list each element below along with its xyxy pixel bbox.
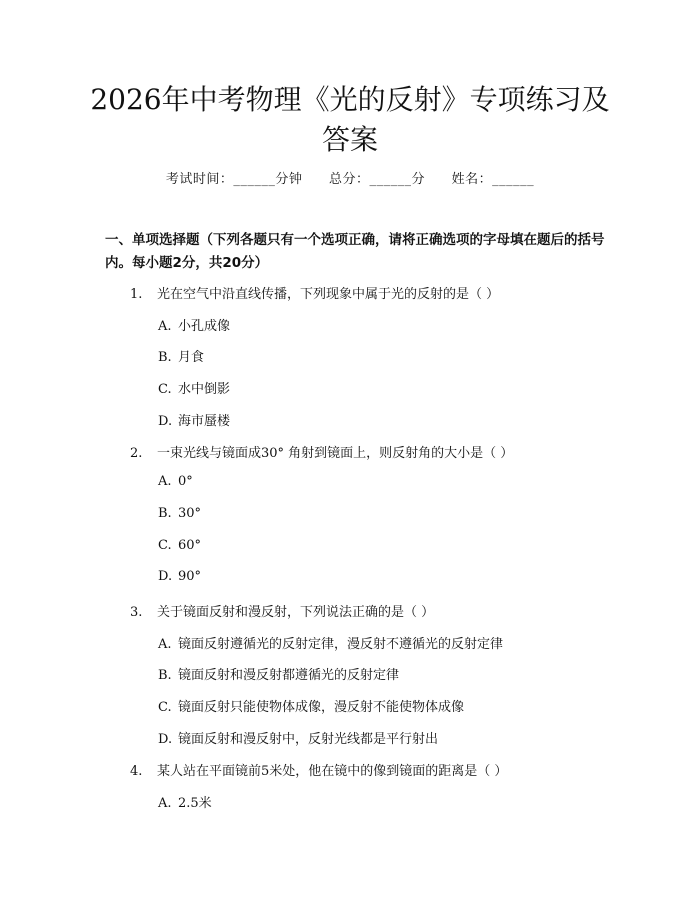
- option-text: 镜面反射遵循光的反射定律，漫反射不遵循光的反射定律: [178, 637, 504, 652]
- score-unit: 分: [411, 172, 426, 187]
- question-text: 光在空气中沿直线传播，下列现象中属于光的反射的是（ ）: [157, 287, 500, 302]
- option-text: 镜面反射只能使物体成像，漫反射不能使物体成像: [178, 700, 465, 715]
- question-3-option-a: [158, 633, 503, 652]
- time-blank: ______: [233, 172, 276, 187]
- question-2-option-c: [158, 538, 201, 553]
- time-unit: 分钟: [275, 172, 303, 187]
- question-number: 1.: [130, 287, 143, 302]
- question-text: 关于镜面反射和漫反射，下列说法正确的是（ ）: [157, 605, 435, 620]
- question-3-option-c: [158, 696, 464, 715]
- score-label: 总分：: [328, 172, 370, 187]
- question-1: [130, 283, 499, 302]
- time-label: 考试时间：: [165, 172, 234, 187]
- question-2-option-a: [158, 474, 193, 489]
- option-text: 月食: [178, 350, 205, 365]
- name-blank: ______: [492, 172, 535, 187]
- document-title: 2026年中考物理《光的反射》专项练习及答案: [90, 83, 610, 156]
- option-label: A.: [158, 796, 172, 811]
- option-label: B.: [158, 350, 172, 365]
- option-text: 60°: [178, 538, 202, 553]
- question-4: [130, 760, 507, 779]
- option-label: D.: [158, 732, 173, 747]
- question-number: 2.: [130, 446, 143, 461]
- option-label: C.: [158, 538, 172, 553]
- option-text: 镜面反射和漫反射都遵循光的反射定律: [178, 668, 400, 683]
- exam-info: [0, 168, 700, 187]
- option-text: 0°: [178, 474, 193, 489]
- option-label: D.: [158, 414, 173, 429]
- question-text: 一束光线与镜面成30° 角射到镜面上，则反射角的大小是（ ）: [157, 446, 514, 461]
- question-1-option-b: [158, 346, 204, 365]
- question-1-option-c: [158, 378, 230, 397]
- option-text: 90°: [178, 569, 202, 584]
- option-label: A.: [158, 474, 172, 489]
- question-3-option-b: [158, 664, 399, 683]
- question-text: 某人站在平面镜前5米处，他在镜中的像到镜面的距离是（ ）: [157, 764, 508, 779]
- question-1-option-a: [158, 315, 230, 334]
- question-4-option-a: [158, 792, 212, 811]
- question-2-option-b: [158, 506, 201, 521]
- option-label: C.: [158, 382, 172, 397]
- option-label: C.: [158, 700, 172, 715]
- option-label: D.: [158, 569, 173, 584]
- option-text: 小孔成像: [178, 319, 231, 334]
- option-label: B.: [158, 506, 172, 521]
- name-label: 姓名：: [451, 172, 493, 187]
- option-label: A.: [158, 637, 172, 652]
- option-text: 水中倒影: [178, 382, 231, 397]
- question-number: 4.: [130, 764, 143, 779]
- option-label: A.: [158, 319, 172, 334]
- option-text: 2.5米: [178, 796, 212, 811]
- option-text: 镜面反射和漫反射中，反射光线都是平行射出: [178, 732, 439, 747]
- option-label: B.: [158, 668, 172, 683]
- section-heading: 一、单项选择题（下列各题只有一个选项正确，请将正确选项的字母填在题后的括号内。每小题2分，共20分）: [105, 232, 605, 271]
- question-2-option-d: [158, 569, 201, 584]
- question-2: [130, 442, 513, 461]
- question-3-option-d: [158, 728, 438, 747]
- option-text: 海市蜃楼: [178, 414, 231, 429]
- option-text: 30°: [178, 506, 202, 521]
- question-3: [130, 601, 434, 620]
- question-number: 3.: [130, 605, 143, 620]
- question-1-option-d: [158, 410, 230, 429]
- score-blank: ______: [369, 172, 412, 187]
